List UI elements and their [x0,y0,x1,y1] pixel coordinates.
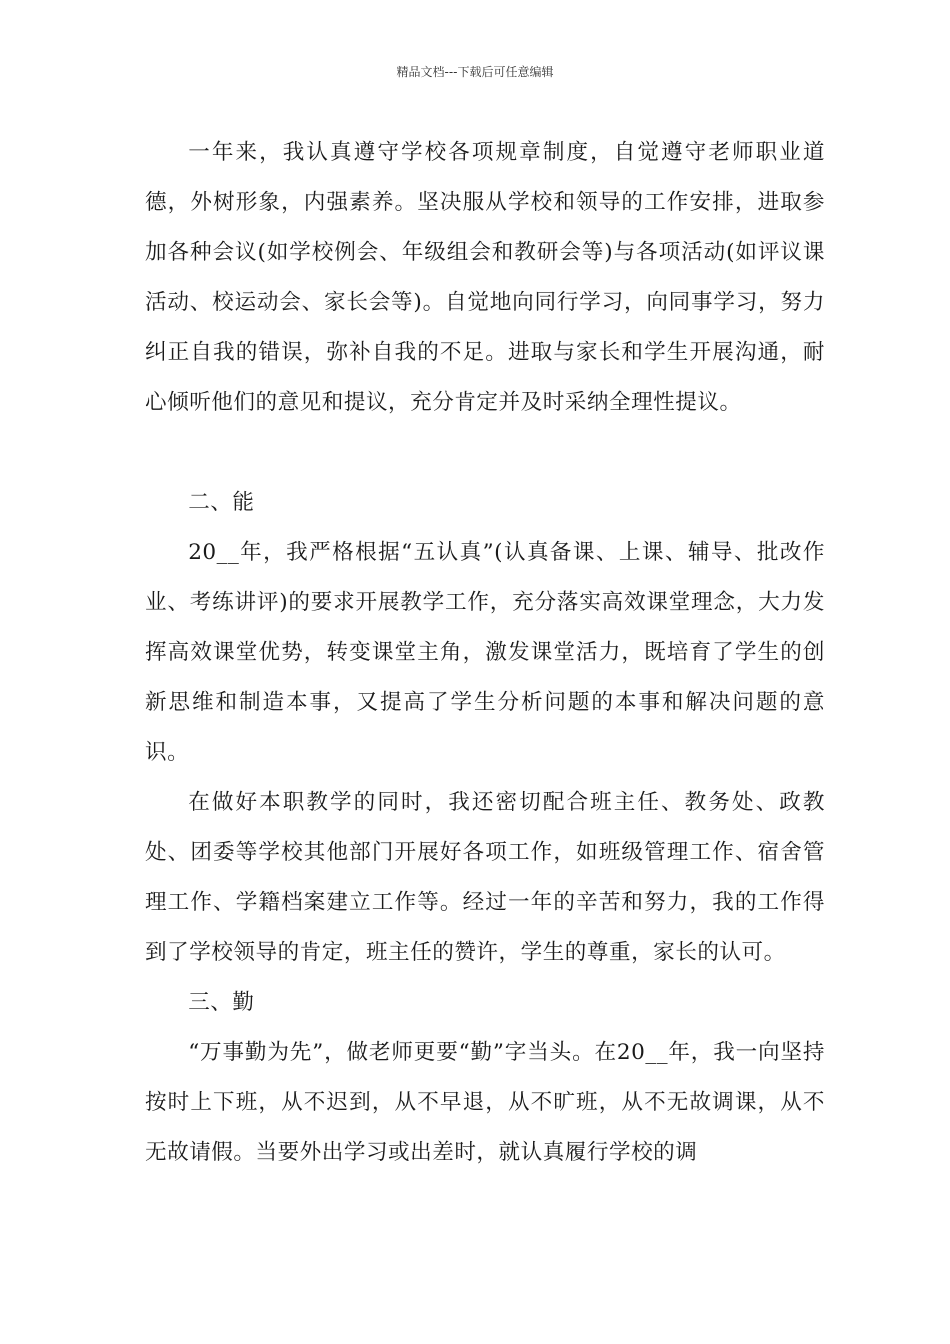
page-header: 精品文档---下载后可任意编辑 [396,65,554,79]
paragraph-discipline: 一年来，我认真遵守学校各项规章制度，自觉遵守老师职业道德，外树形象，内强素养。坚决服从学校和领导的工作安排，进取参加各种会议(如学校例会、年级组会和教研会等)与各项活动(如评议课活动、校运动会、家长会等)。自觉地向同行学习，向同事学习，努力纠正自我的错误，弥补自我的不足。进取与家长和学生开展沟通，耐心倾听他们的意见和提议，充分肯定并及时采纳全理性提议。 [145,140,825,415]
paragraph-teaching: 20__年，我严格根据“五认真”(认真备课、上课、辅导、批改作业、考练讲评)的要求开展教学工作，充分落实高效课堂理念，大力发挥高效课堂优势，转变课堂主角，激发课堂活力，既培育了学生的创新思维和制造本事，又提高了学生分析问题的本事和解决问题的意识。 [145,540,825,765]
paragraph-cooperation: 在做好本职教学的同时，我还密切配合班主任、教务处、政教处、团委等学校其他部门开展好各项工作，如班级管理工作、宿舍管理工作、学籍档案建立工作等。经过一年的辛苦和努力，我的工作得到了学校领导的肯定，班主任的赞许，学生的尊重，家长的认可。 [145,790,825,965]
paragraph-gap [145,428,825,478]
section-heading-ability: 二、能 [188,490,255,515]
document-body [145,128,825,1178]
section-heading-diligence: 三、勤 [188,990,255,1015]
paragraph-diligence: “万事勤为先”，做老师更要“勤”字当头。在20__年，我一向坚持按时上下班，从不迟到，从不早退，从不旷班，从不无故调课，从不无故请假。当要外出学习或出差时，就认真履行学校的调 [145,1040,825,1165]
